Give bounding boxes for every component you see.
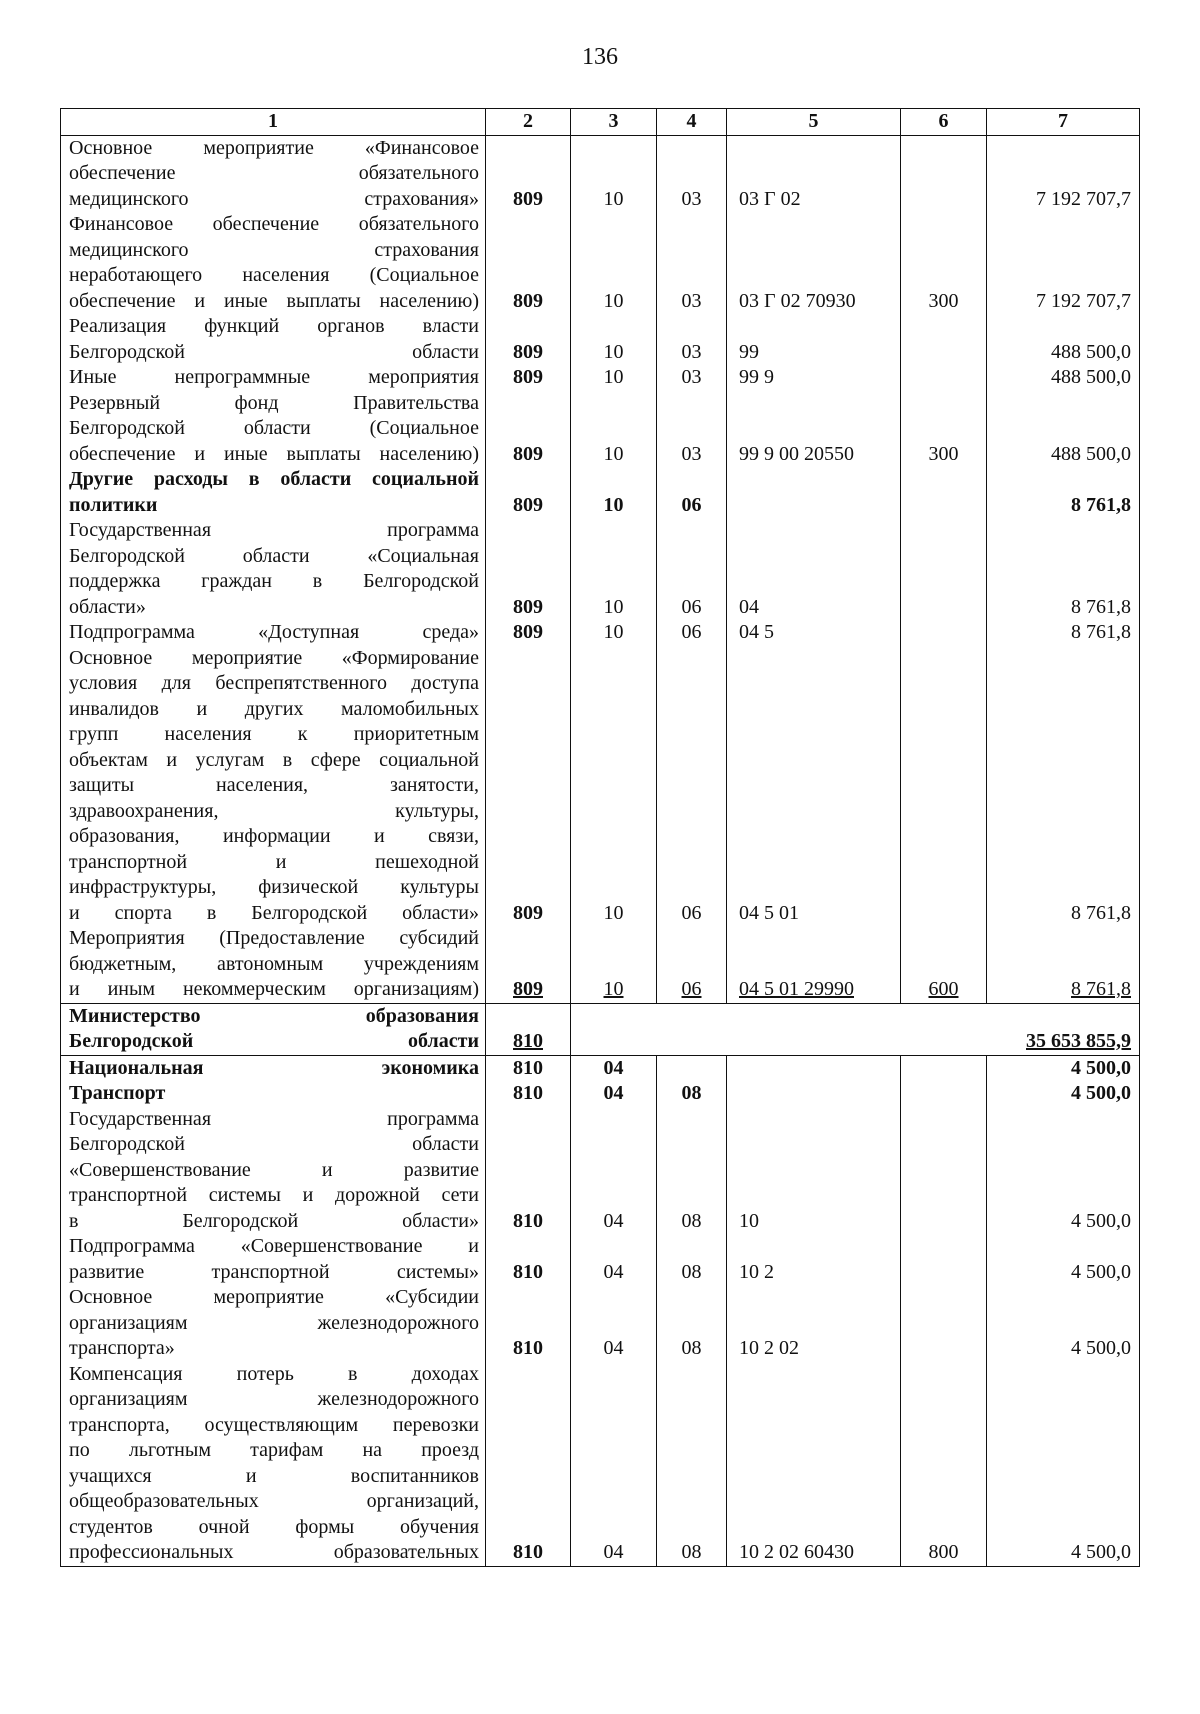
subsection-code: 08 — [657, 1081, 727, 1107]
subsection-code: 08 — [657, 1285, 727, 1362]
description-line: инфраструктуры, физической культуры — [69, 876, 479, 898]
description-line: учащихся и воспитанников — [69, 1464, 479, 1487]
section-code — [571, 1003, 657, 1055]
description-line: поддержка граждан в Белгородской — [69, 570, 479, 592]
header-col-7: 7 — [987, 109, 1140, 136]
section-code: 10 — [571, 365, 657, 391]
description-line: развитие транспортной системы» — [69, 1260, 479, 1283]
amount: 488 500,0 — [987, 314, 1140, 365]
row-description — [61, 1081, 486, 1107]
target-article-code: 03 Г 02 70930 — [727, 212, 901, 314]
subsection-code: 06 — [657, 646, 727, 927]
description-line: Основное мероприятие «Формирование — [69, 646, 479, 669]
target-article-code: 03 Г 02 — [727, 135, 901, 212]
description-line: Государственная программа — [69, 519, 479, 541]
table-row — [61, 365, 1140, 391]
table-row — [61, 467, 1140, 518]
description-line: Белгородской области «Социальная — [69, 544, 479, 567]
subsection-code: 03 — [657, 212, 727, 314]
section-code: 10 — [571, 518, 657, 620]
description-line: Государственная программа — [69, 1107, 479, 1130]
description-line: обеспечение обязательного — [69, 162, 479, 184]
description-line: обеспечение и иные выплаты населению) — [69, 289, 479, 312]
description-line: Мероприятия (Предоставление субсидий — [69, 927, 479, 949]
target-article-code: 10 2 — [727, 1234, 901, 1285]
amount: 8 761,8 — [987, 620, 1140, 646]
table-row — [61, 926, 1140, 1003]
admin-code: 809 — [486, 212, 571, 314]
admin-code: 809 — [486, 646, 571, 927]
admin-code: 809 — [486, 518, 571, 620]
subsection-code — [657, 1055, 727, 1081]
table-row — [61, 1107, 1140, 1235]
description-line: по льготным тарифам на проезд — [69, 1439, 479, 1461]
row-description — [61, 926, 486, 1003]
target-article-code — [727, 1055, 901, 1081]
subsection-code: 03 — [657, 391, 727, 468]
target-article-code — [727, 467, 901, 518]
section-code: 04 — [571, 1107, 657, 1235]
section-code: 04 — [571, 1081, 657, 1107]
target-article-code — [727, 1081, 901, 1107]
description-line: защиты населения, занятости, — [69, 774, 479, 796]
budget-table-container — [60, 108, 1139, 1567]
admin-code: 810 — [486, 1055, 571, 1081]
target-article-code: 04 5 01 29990 — [727, 926, 901, 1003]
amount: 4 500,0 — [987, 1234, 1140, 1285]
subsection-code: 06 — [657, 518, 727, 620]
section-code: 10 — [571, 391, 657, 468]
subsection-code: 08 — [657, 1362, 727, 1567]
section-code: 10 — [571, 620, 657, 646]
description-line: Министерство образования — [69, 1004, 479, 1027]
admin-code: 810 — [486, 1285, 571, 1362]
description-line: организациям железнодорожного — [69, 1311, 479, 1334]
description-line: Белгородской области (Социальное — [69, 417, 479, 439]
description-line: Иные непрограммные мероприятия — [69, 366, 479, 388]
page-number: 136 — [582, 44, 618, 70]
row-description — [61, 391, 486, 468]
expense-type-code: 300 — [901, 212, 987, 314]
admin-code: 809 — [486, 467, 571, 518]
description-line: Белгородской области — [69, 1133, 479, 1155]
description-line: Подпрограмма «Совершенствование и — [69, 1235, 479, 1257]
table-row — [61, 1285, 1140, 1362]
description-line: Компенсация потерь в доходах — [69, 1362, 479, 1385]
table-header-row — [61, 109, 1140, 136]
amount: 7 192 707,7 — [987, 135, 1140, 212]
expense-type-code — [901, 1285, 987, 1362]
amount: 488 500,0 — [987, 391, 1140, 468]
expense-type-code — [901, 365, 987, 391]
description-line: Подпрограмма «Доступная среда» — [69, 621, 479, 643]
admin-code: 810 — [486, 1003, 571, 1055]
description-line: групп населения к приоритетным — [69, 723, 479, 745]
amount: 4 500,0 — [987, 1055, 1140, 1081]
target-article-code: 04 5 01 — [727, 646, 901, 927]
description-line: транспорта» — [69, 1337, 175, 1359]
section-code: 10 — [571, 212, 657, 314]
target-article-code: 04 5 — [727, 620, 901, 646]
description-line: студентов очной формы обучения — [69, 1515, 479, 1538]
section-code: 10 — [571, 646, 657, 927]
subsection-code: 08 — [657, 1107, 727, 1235]
table-row — [61, 1081, 1140, 1107]
row-description — [61, 365, 486, 391]
expense-type-code: 600 — [901, 926, 987, 1003]
expense-type-code — [901, 314, 987, 365]
header-col-5: 5 — [727, 109, 901, 136]
subsection-code: 06 — [657, 467, 727, 518]
amount: 4 500,0 — [987, 1107, 1140, 1235]
description-line: образования, информации и связи, — [69, 825, 479, 847]
admin-code: 810 — [486, 1107, 571, 1235]
table-row — [61, 391, 1140, 468]
admin-code: 810 — [486, 1234, 571, 1285]
target-article-code: 99 9 00 20550 — [727, 391, 901, 468]
subsection-code: 06 — [657, 926, 727, 1003]
row-description — [61, 1055, 486, 1081]
section-code: 04 — [571, 1234, 657, 1285]
description-line: и спорта в Белгородской области» — [69, 901, 479, 924]
description-line: медицинского страхования — [69, 238, 479, 261]
table-row — [61, 518, 1140, 620]
table-row — [61, 1362, 1140, 1567]
admin-code: 809 — [486, 135, 571, 212]
target-article-code: 99 — [727, 314, 901, 365]
section-code: 04 — [571, 1285, 657, 1362]
amount: 4 500,0 — [987, 1081, 1140, 1107]
admin-code: 809 — [486, 926, 571, 1003]
description-line: Белгородской области — [69, 340, 479, 363]
target-article-code — [727, 1003, 901, 1055]
subsection-code: 03 — [657, 314, 727, 365]
admin-code: 809 — [486, 620, 571, 646]
header-col-6: 6 — [901, 109, 987, 136]
table-row — [61, 1003, 1140, 1055]
description-line: Транспорт — [69, 1082, 166, 1104]
table-row — [61, 646, 1140, 927]
subsection-code: 06 — [657, 620, 727, 646]
description-line: «Совершенствование и развитие — [69, 1158, 479, 1181]
amount: 4 500,0 — [987, 1285, 1140, 1362]
section-code: 10 — [571, 135, 657, 212]
description-line: в Белгородской области» — [69, 1209, 479, 1232]
row-description — [61, 467, 486, 518]
description-line: транспортной и пешеходной — [69, 850, 479, 873]
amount: 8 761,8 — [987, 518, 1140, 620]
admin-code: 809 — [486, 314, 571, 365]
row-description — [61, 1003, 486, 1055]
subsection-code: 03 — [657, 365, 727, 391]
table-row — [61, 620, 1140, 646]
amount: 8 761,8 — [987, 646, 1140, 927]
target-article-code: 04 — [727, 518, 901, 620]
header-col-1: 1 — [61, 109, 486, 136]
description-line: Резервный фонд Правительства — [69, 391, 479, 414]
subsection-code: 03 — [657, 135, 727, 212]
description-line: инвалидов и других маломобильных — [69, 697, 479, 720]
description-line: Другие расходы в области социальной — [69, 468, 479, 490]
table-row — [61, 1234, 1140, 1285]
section-code: 10 — [571, 926, 657, 1003]
table-row — [61, 314, 1140, 365]
amount: 8 761,8 — [987, 467, 1140, 518]
section-code: 10 — [571, 314, 657, 365]
amount: 7 192 707,7 — [987, 212, 1140, 314]
expense-type-code — [901, 1081, 987, 1107]
description-line: и иным некоммерческим организациям) — [69, 978, 479, 1000]
expense-type-code — [901, 467, 987, 518]
admin-code: 810 — [486, 1081, 571, 1107]
description-line: Финансовое обеспечение обязательного — [69, 213, 479, 235]
expense-type-code: 300 — [901, 391, 987, 468]
admin-code: 809 — [486, 365, 571, 391]
description-line: бюджетным, автономным учреждениям — [69, 952, 479, 975]
expense-type-code — [901, 135, 987, 212]
header-col-2: 2 — [486, 109, 571, 136]
expense-type-code — [901, 620, 987, 646]
row-description — [61, 1234, 486, 1285]
row-description — [61, 314, 486, 365]
row-description — [61, 1107, 486, 1235]
admin-code: 810 — [486, 1362, 571, 1567]
expense-type-code — [901, 1107, 987, 1235]
description-line: Национальная экономика — [69, 1056, 479, 1079]
description-line: здравоохранения, культуры, — [69, 799, 479, 822]
description-line: организациям железнодорожного — [69, 1388, 479, 1410]
description-line: неработающего населения (Социальное — [69, 264, 479, 286]
expense-type-code — [901, 1055, 987, 1081]
amount: 4 500,0 — [987, 1362, 1140, 1567]
description-line: транспорта, осуществляющим перевозки — [69, 1413, 479, 1436]
description-line: медицинского страхования» — [69, 187, 479, 210]
description-line: профессиональных образовательных — [69, 1541, 479, 1563]
expense-type-code — [901, 646, 987, 927]
description-line: области» — [69, 595, 146, 618]
description-line: Белгородской области — [69, 1030, 479, 1052]
description-line: транспортной системы и дорожной сети — [69, 1184, 479, 1206]
amount: 35 653 855,9 — [987, 1003, 1140, 1055]
table-row — [61, 1055, 1140, 1081]
table-body — [61, 135, 1140, 1566]
description-line: обеспечение и иные выплаты населению) — [69, 442, 479, 465]
description-line: Основное мероприятие «Финансовое — [69, 136, 479, 159]
admin-code: 809 — [486, 391, 571, 468]
expense-type-code — [901, 1003, 987, 1055]
description-line: условия для беспрепятственного доступа — [69, 672, 479, 694]
subsection-code — [657, 1003, 727, 1055]
table-row — [61, 212, 1140, 314]
description-line: объектам и услугам в сфере социальной — [69, 748, 479, 771]
header-col-4: 4 — [657, 109, 727, 136]
row-description — [61, 646, 486, 927]
row-description — [61, 518, 486, 620]
description-line: Основное мероприятие «Субсидии — [69, 1286, 479, 1308]
header-col-3: 3 — [571, 109, 657, 136]
section-code: 04 — [571, 1055, 657, 1081]
target-article-code: 10 2 02 60430 — [727, 1362, 901, 1567]
amount: 8 761,8 — [987, 926, 1140, 1003]
description-line: Реализация функций органов власти — [69, 315, 479, 337]
expense-type-code — [901, 518, 987, 620]
description-line: политики — [69, 493, 158, 516]
section-code: 04 — [571, 1362, 657, 1567]
row-description — [61, 620, 486, 646]
section-code: 10 — [571, 467, 657, 518]
table-row — [61, 135, 1140, 212]
target-article-code: 10 — [727, 1107, 901, 1235]
expense-type-code — [901, 1234, 987, 1285]
amount: 488 500,0 — [987, 365, 1140, 391]
budget-table — [60, 108, 1140, 1567]
expense-type-code: 800 — [901, 1362, 987, 1567]
target-article-code: 99 9 — [727, 365, 901, 391]
row-description — [61, 1362, 486, 1567]
row-description — [61, 1285, 486, 1362]
description-line: общеобразовательных организаций, — [69, 1490, 479, 1512]
target-article-code: 10 2 02 — [727, 1285, 901, 1362]
row-description — [61, 212, 486, 314]
subsection-code: 08 — [657, 1234, 727, 1285]
row-description — [61, 135, 486, 212]
